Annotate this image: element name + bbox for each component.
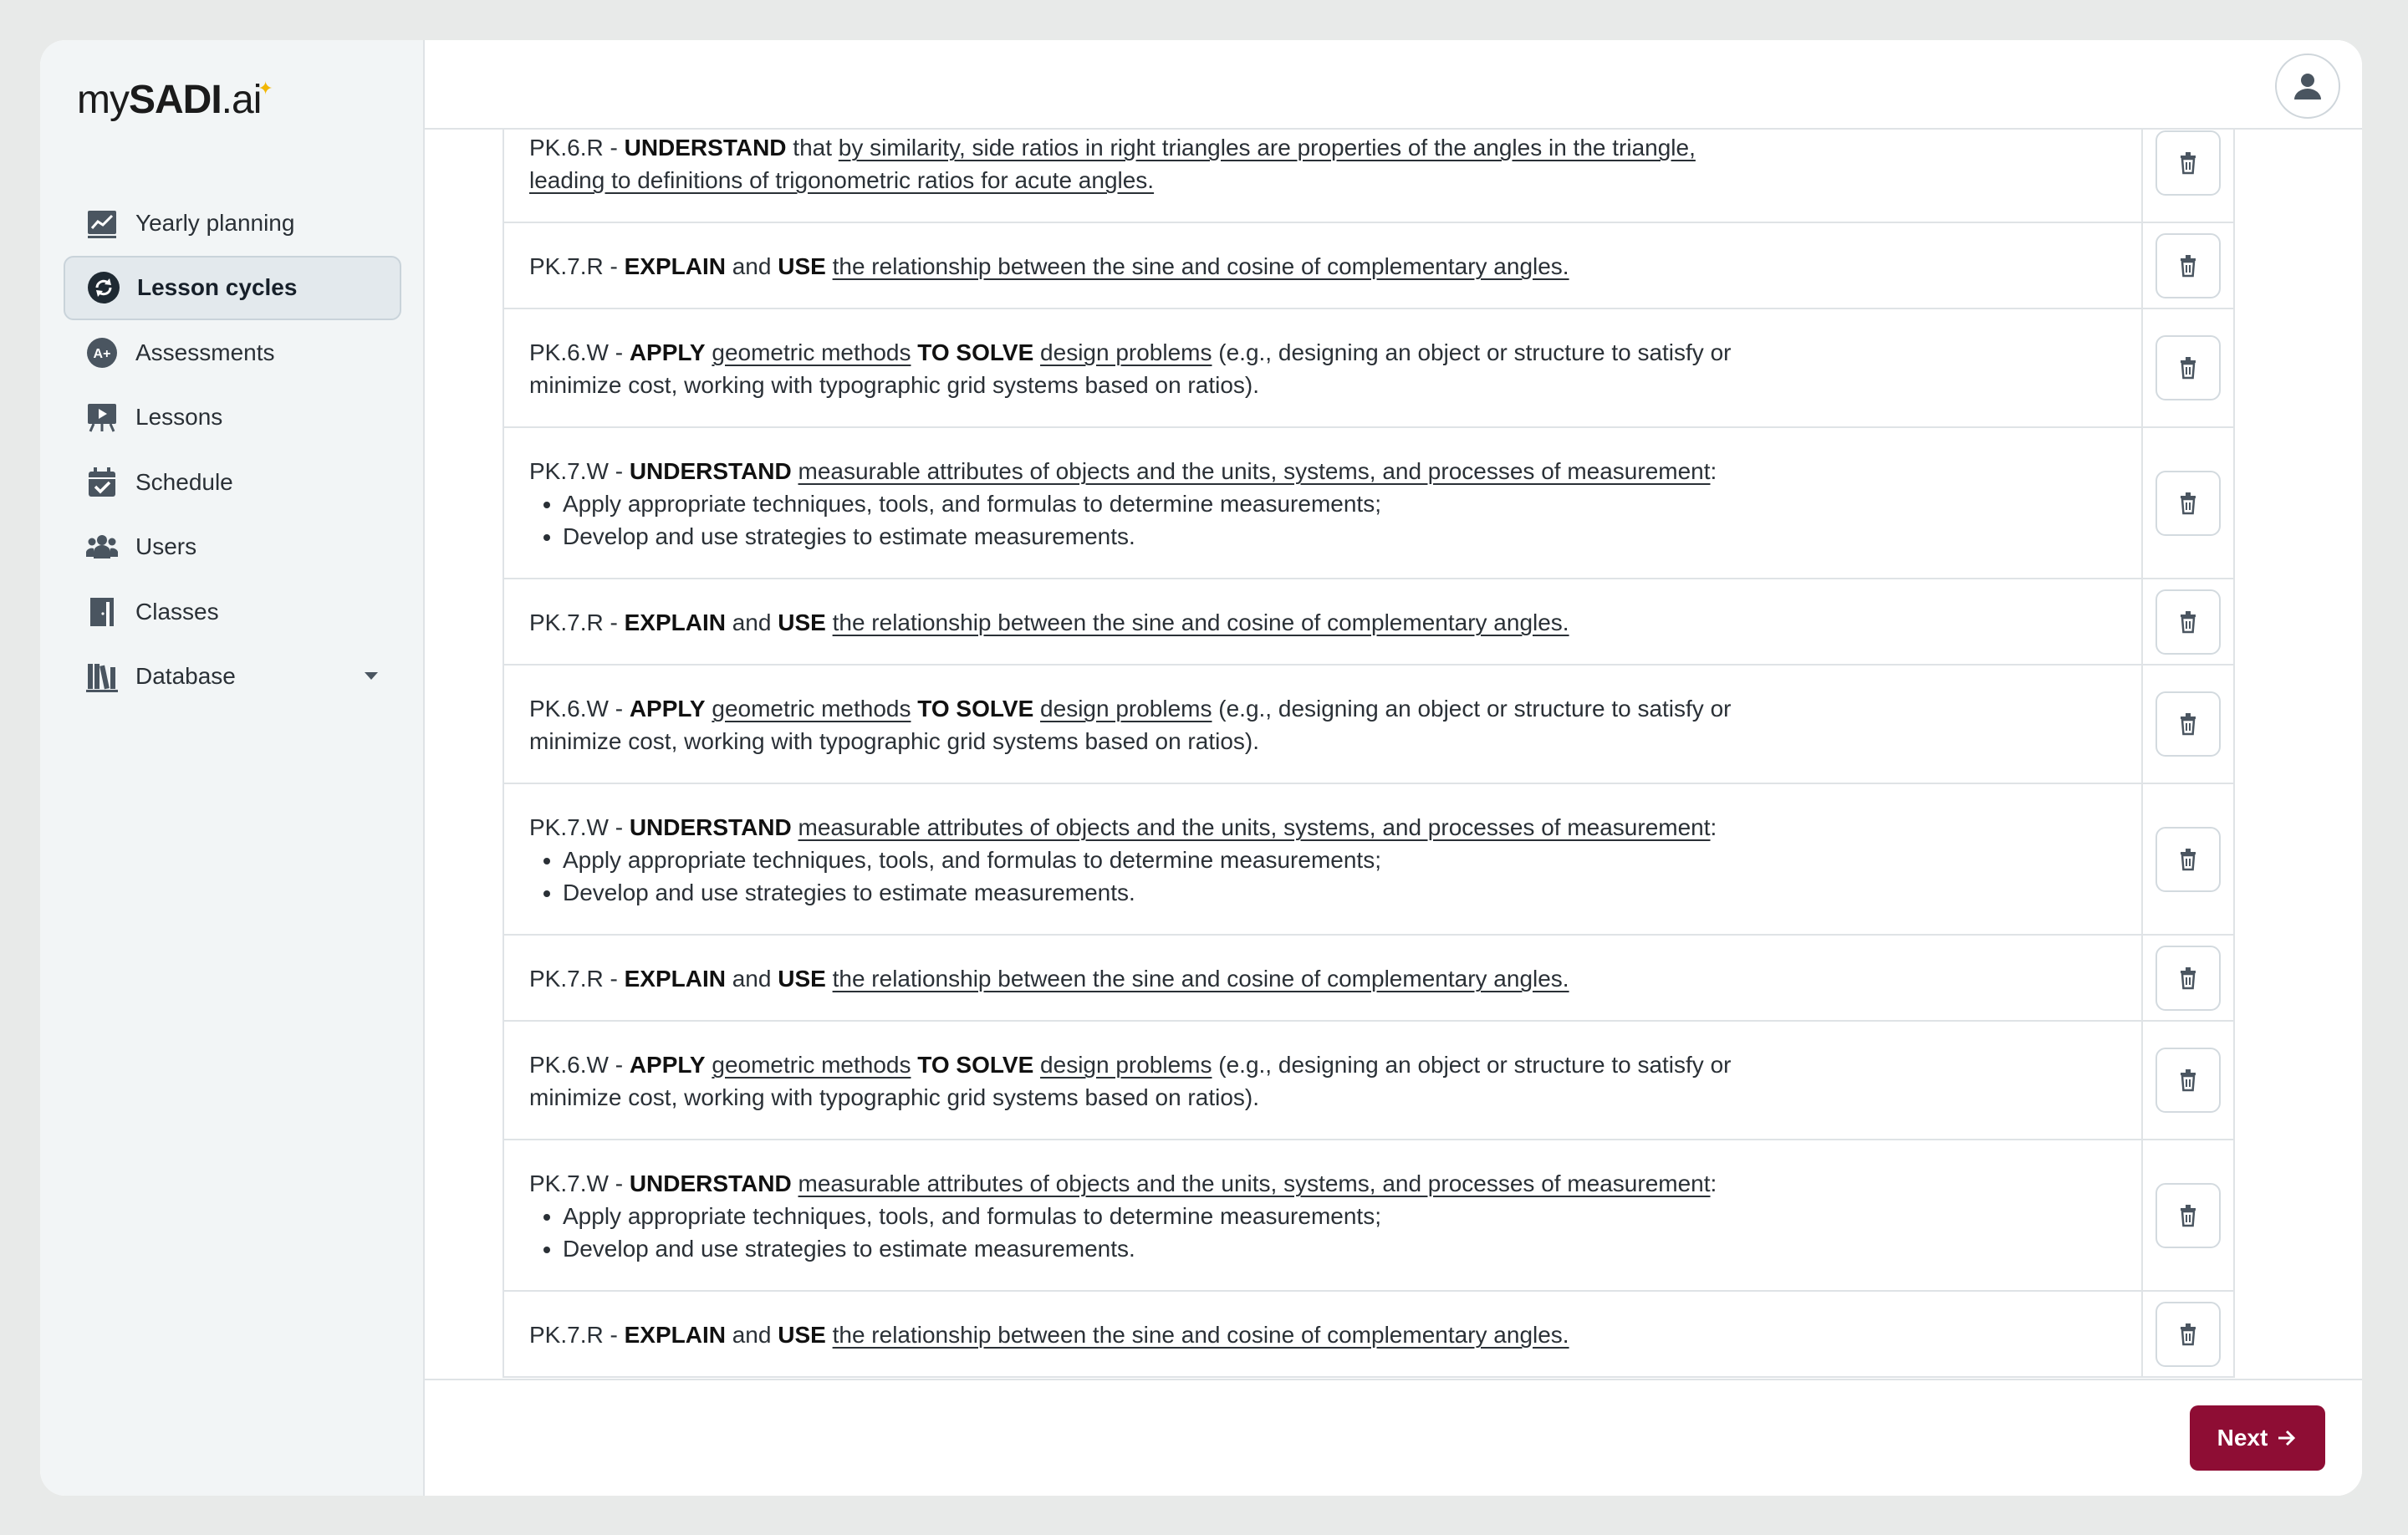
standard-text — [504, 309, 2143, 426]
standard-body — [529, 692, 1767, 757]
presentation-board-icon — [85, 400, 119, 434]
standard-tail: (e.g., designing an object or structure to satisfy or minimize cost, working with typographic grid systems based on ratios). — [529, 696, 1732, 754]
logo-suffix: .ai — [221, 78, 262, 122]
standard-verb-secondary: TO SOLVE — [917, 339, 1034, 365]
standard-link[interactable]: the relationship between the sine and cosine of complementary angles. — [832, 609, 1569, 635]
standard-link-secondary[interactable]: design problems — [1040, 696, 1212, 722]
chevron-down-icon[interactable] — [365, 672, 378, 680]
row-actions — [2143, 223, 2233, 308]
a-plus-grade-icon — [85, 336, 119, 370]
code-separator: - — [608, 458, 630, 484]
row-actions — [2143, 130, 2233, 222]
standard-verb-secondary: TO SOLVE — [917, 1052, 1034, 1078]
trash-icon — [2176, 355, 2201, 380]
row-actions — [2143, 1140, 2233, 1290]
trash-icon — [2176, 150, 2201, 176]
sidebar-item-schedule[interactable] — [64, 450, 401, 514]
sidebar-item-lessons[interactable] — [64, 385, 401, 450]
standard-link-secondary[interactable]: design problems — [1040, 1052, 1212, 1078]
code-separator: - — [608, 696, 630, 722]
sidebar-item-users[interactable] — [64, 515, 401, 579]
delete-button[interactable] — [2155, 589, 2221, 655]
standard-connector: and — [732, 253, 772, 279]
standard-body — [529, 1167, 1767, 1265]
standard-text — [504, 579, 2143, 664]
standard-bullets — [529, 487, 1767, 553]
trash-icon — [2176, 491, 2201, 516]
standard-link[interactable]: by similarity, side ratios in right triangles are properties of the angles in the triangle, leading to definitions of trigonometric ratios for acute angles. — [529, 135, 1696, 193]
trash-icon — [2176, 1203, 2201, 1228]
standard-body — [529, 811, 1767, 909]
standard-text — [504, 1292, 2143, 1376]
next-button[interactable] — [2190, 1405, 2325, 1471]
delete-button[interactable] — [2155, 1302, 2221, 1367]
row-actions — [2143, 936, 2233, 1020]
standard-verb: EXPLAIN — [624, 253, 726, 279]
next-button-label: Next — [2217, 1425, 2268, 1451]
chart-line-icon — [85, 207, 119, 240]
standard-text — [504, 130, 2143, 222]
sidebar-item-yearly-planning[interactable] — [64, 191, 401, 255]
standard-verb: UNDERSTAND — [624, 135, 787, 161]
user-avatar-icon — [2291, 69, 2324, 103]
standard-bullet: • Apply appropriate techniques, tools, and formulas to determine measurements; — [563, 1200, 1767, 1232]
standard-body — [529, 250, 1767, 283]
standard-verb: UNDERSTAND — [629, 814, 792, 840]
standard-bullet: • Develop and use strategies to estimate measurements. — [563, 520, 1767, 553]
standard-row — [504, 130, 2233, 223]
standard-verb: APPLY — [629, 1052, 706, 1078]
standard-link-secondary[interactable]: design problems — [1040, 339, 1212, 365]
trash-icon — [2176, 1068, 2201, 1093]
top-bar — [425, 40, 2362, 130]
code-separator: - — [603, 253, 625, 279]
standard-code: PK.7.W — [529, 814, 609, 840]
row-actions — [2143, 579, 2233, 664]
delete-button[interactable] — [2155, 130, 2221, 196]
standard-code: PK.7.W — [529, 1170, 609, 1196]
standard-text — [504, 428, 2143, 578]
calendar-check-icon — [85, 466, 119, 499]
row-actions — [2143, 309, 2233, 426]
standard-link[interactable]: geometric methods — [712, 339, 911, 365]
standard-row — [504, 579, 2233, 666]
code-separator: - — [608, 1052, 630, 1078]
delete-button[interactable] — [2155, 471, 2221, 536]
standard-tail: (e.g., designing an object or structure to satisfy or minimize cost, working with typographic grid systems based on ratios). — [529, 1052, 1732, 1110]
standard-verb: APPLY — [629, 339, 706, 365]
standard-body — [529, 1318, 1767, 1351]
code-separator: - — [608, 339, 630, 365]
standard-verb: UNDERSTAND — [629, 1170, 792, 1196]
standard-link[interactable]: the relationship between the sine and cosine of complementary angles. — [832, 253, 1569, 279]
standard-body — [529, 131, 1767, 196]
standards-list-container[interactable] — [425, 130, 2362, 1418]
standard-row — [504, 1292, 2233, 1378]
sidebar-nav — [64, 191, 401, 709]
sidebar-item-label: Database — [135, 663, 236, 689]
door-icon — [85, 595, 119, 629]
standard-tail: : — [1710, 814, 1717, 840]
standard-link[interactable]: the relationship between the sine and cosine of complementary angles. — [832, 966, 1569, 992]
footer-bar — [425, 1379, 2362, 1496]
standard-link[interactable]: measurable attributes of objects and the units, systems, and processes of measurement — [798, 458, 1711, 484]
standard-body — [529, 962, 1767, 995]
refresh-cycle-icon — [87, 271, 120, 304]
standard-verb-secondary: USE — [778, 253, 826, 279]
standard-row — [504, 309, 2233, 428]
standard-body — [529, 336, 1767, 401]
sidebar-item-label: Users — [135, 533, 197, 559]
library-books-icon — [85, 660, 119, 693]
trash-icon — [2176, 966, 2201, 991]
standard-code: PK.7.R — [529, 966, 604, 992]
standard-connector: and — [732, 966, 772, 992]
row-actions — [2143, 784, 2233, 934]
row-actions — [2143, 428, 2233, 578]
trash-icon — [2176, 711, 2201, 737]
user-avatar-button[interactable] — [2275, 54, 2340, 119]
delete-button[interactable] — [2155, 691, 2221, 757]
standard-connector: and — [732, 609, 772, 635]
standard-link[interactable]: geometric methods — [712, 1052, 911, 1078]
svg-text:A+: A+ — [93, 346, 111, 361]
delete-button[interactable] — [2155, 233, 2221, 298]
row-actions — [2143, 1022, 2233, 1139]
app-window — [40, 40, 2362, 1496]
standard-verb: EXPLAIN — [624, 609, 726, 635]
standard-bullets — [529, 1200, 1767, 1265]
standard-row — [504, 666, 2233, 784]
code-separator: - — [608, 1170, 630, 1196]
arrow-right-icon — [2276, 1427, 2298, 1449]
standard-code: PK.6.R — [529, 135, 604, 161]
code-separator: - — [603, 966, 625, 992]
standard-row — [504, 784, 2233, 936]
standard-verb-secondary: TO SOLVE — [917, 696, 1034, 722]
standard-text — [504, 223, 2143, 308]
standard-code: PK.7.W — [529, 458, 609, 484]
standard-verb: UNDERSTAND — [629, 458, 792, 484]
delete-button[interactable] — [2155, 946, 2221, 1011]
standard-connector: that — [793, 135, 832, 161]
standard-bullets — [529, 844, 1767, 909]
trash-icon — [2176, 1322, 2201, 1347]
delete-button[interactable] — [2155, 1183, 2221, 1248]
standard-tail: : — [1710, 458, 1717, 484]
delete-button[interactable] — [2155, 1048, 2221, 1113]
standard-text — [504, 936, 2143, 1020]
sidebar-item-label: Lessons — [135, 404, 223, 430]
sidebar-item-database[interactable] — [64, 645, 401, 709]
standard-code: PK.7.R — [529, 253, 604, 279]
standard-body — [529, 455, 1767, 553]
sidebar-item-label: Yearly planning — [135, 209, 295, 236]
standard-verb: EXPLAIN — [624, 1322, 726, 1348]
standard-row — [504, 223, 2233, 309]
standard-link[interactable]: the relationship between the sine and cosine of complementary angles. — [832, 1322, 1569, 1348]
standard-code: PK.7.R — [529, 609, 604, 635]
standard-text — [504, 784, 2143, 934]
standard-row — [504, 1022, 2233, 1140]
standard-row — [504, 936, 2233, 1022]
standards-list — [503, 130, 2235, 1378]
sidebar-item-label: Classes — [135, 598, 219, 625]
logo-bold: SADI — [128, 78, 222, 122]
delete-button[interactable] — [2155, 827, 2221, 892]
standard-bullet: • Apply appropriate techniques, tools, and formulas to determine measurements; — [563, 487, 1767, 520]
standard-text — [504, 1140, 2143, 1290]
standard-verb-secondary: USE — [778, 966, 826, 992]
standard-tail: : — [1710, 1170, 1717, 1196]
code-separator: - — [603, 1322, 625, 1348]
standard-body — [529, 606, 1767, 639]
code-separator: - — [603, 135, 625, 161]
trash-icon — [2176, 609, 2201, 635]
standard-verb: APPLY — [629, 696, 706, 722]
standard-body — [529, 1048, 1767, 1114]
sidebar-item-label: Lesson cycles — [137, 274, 298, 300]
standard-connector: and — [732, 1322, 772, 1348]
standard-bullet: • Apply appropriate techniques, tools, and formulas to determine measurements; — [563, 844, 1767, 876]
sidebar — [40, 40, 425, 1496]
standard-row — [504, 1140, 2233, 1292]
standard-bullet: • Develop and use strategies to estimate measurements. — [563, 1232, 1767, 1265]
standard-text — [504, 666, 2143, 783]
code-separator: - — [603, 609, 625, 635]
standard-text — [504, 1022, 2143, 1139]
delete-button[interactable] — [2155, 335, 2221, 400]
standard-code: PK.6.W — [529, 1052, 609, 1078]
trash-icon — [2176, 253, 2201, 278]
standard-verb-secondary: USE — [778, 609, 826, 635]
sparkle-icon: ✦ — [258, 78, 273, 99]
logo[interactable] — [77, 77, 276, 127]
sidebar-item-assessments[interactable] — [64, 320, 401, 385]
standard-row — [504, 428, 2233, 579]
trash-icon — [2176, 847, 2201, 872]
sidebar-item-classes[interactable] — [64, 579, 401, 644]
standard-bullet: • Develop and use strategies to estimate measurements. — [563, 876, 1767, 909]
standard-verb-secondary: USE — [778, 1322, 826, 1348]
standard-verb: EXPLAIN — [624, 966, 726, 992]
sidebar-item-lesson-cycles[interactable] — [64, 256, 401, 320]
standard-code: PK.7.R — [529, 1322, 604, 1348]
code-separator: - — [608, 814, 630, 840]
standard-link[interactable]: measurable attributes of objects and the units, systems, and processes of measurement — [798, 1170, 1711, 1196]
standard-link[interactable]: geometric methods — [712, 696, 911, 722]
standard-code: PK.6.W — [529, 339, 609, 365]
standard-tail: (e.g., designing an object or structure to satisfy or minimize cost, working with typographic grid systems based on ratios). — [529, 339, 1732, 398]
sidebar-item-label: Assessments — [135, 339, 275, 365]
standard-link[interactable]: measurable attributes of objects and the units, systems, and processes of measurement — [798, 814, 1711, 840]
sidebar-item-label: Schedule — [135, 468, 233, 495]
users-group-icon — [85, 530, 119, 564]
standard-code: PK.6.W — [529, 696, 609, 722]
row-actions — [2143, 666, 2233, 783]
row-actions — [2143, 1292, 2233, 1376]
logo-prefix: my — [77, 78, 129, 122]
